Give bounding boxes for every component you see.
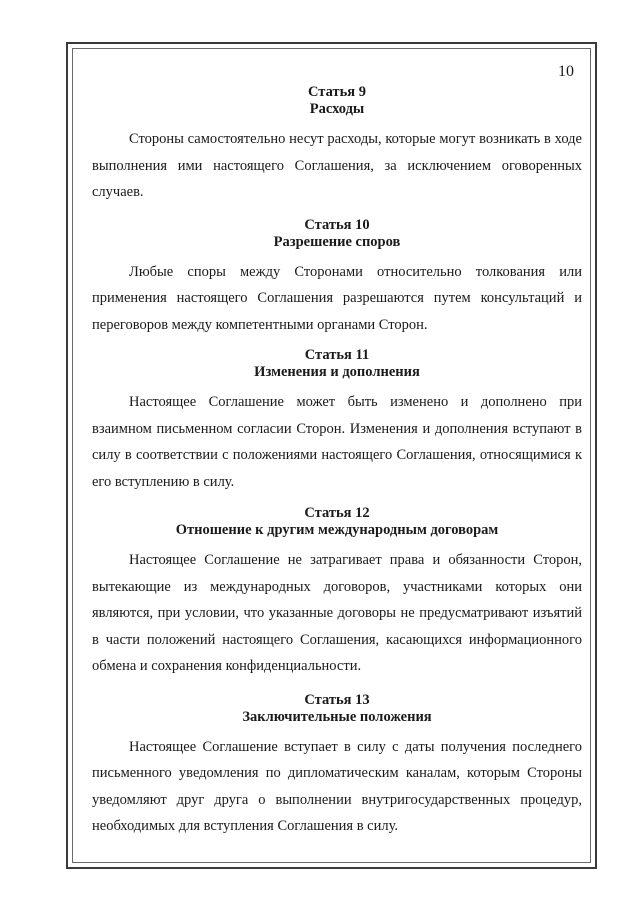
article-9 (92, 84, 582, 206)
article-10 (92, 217, 582, 339)
article-number: Статья 11 (304, 347, 370, 363)
article-number: Статья 10 (304, 216, 370, 233)
article-number: Статья 9 (308, 84, 366, 100)
article-11 (92, 347, 582, 495)
article-12 (92, 505, 582, 680)
article-heading: Заключительные положения (242, 708, 432, 725)
page-number: 10 (558, 63, 574, 80)
article-text: Стороны самостоятельно несут расходы, которые могут возникать в ходе выполнения ими настоящего Соглашения, за исключением оговоренных случаев. (92, 131, 582, 200)
article-heading: Расходы (309, 101, 365, 117)
article-13 (92, 692, 582, 840)
article-text: Настоящее Соглашение может быть изменено и дополнено при взаимном письменном согласии Сторон. Изменения и дополнения вступают в силу в соответствии с положениями настоящего Соглашения, относящимися к его вступлению в силу. (92, 394, 582, 490)
article-text: Любые споры между Сторонами относительно толкования или применения настоящего Соглашения разрешаются путем консультаций и переговоров между компетентными органами Сторон. (92, 263, 582, 333)
article-heading: Разрешение споров (273, 233, 401, 250)
article-heading: Изменения и дополнения (254, 364, 420, 380)
article-number: Статья 13 (304, 691, 370, 708)
article-number: Статья 12 (304, 505, 370, 521)
article-heading: Отношение к другим международным договорам (175, 522, 499, 538)
document-body (92, 84, 582, 840)
article-text: Настоящее Соглашение вступает в силу с даты получения последнего письменного уведомления по дипломатическим каналам, которым Стороны уведомляют друг друга о выполнении внутригосударственных процедур, необходимых для вступления Соглашения в силу. (92, 738, 582, 834)
article-text: Настоящее Соглашение не затрагивает права и обязанности Сторон, вытекающие из международных договоров, участниками которых они являются, при условии, что указанные договоры не предусматривают изъятий в части положений настоящего Соглашения, касающихся информационного обмена и сохранения конфиденциальности. (92, 552, 582, 674)
